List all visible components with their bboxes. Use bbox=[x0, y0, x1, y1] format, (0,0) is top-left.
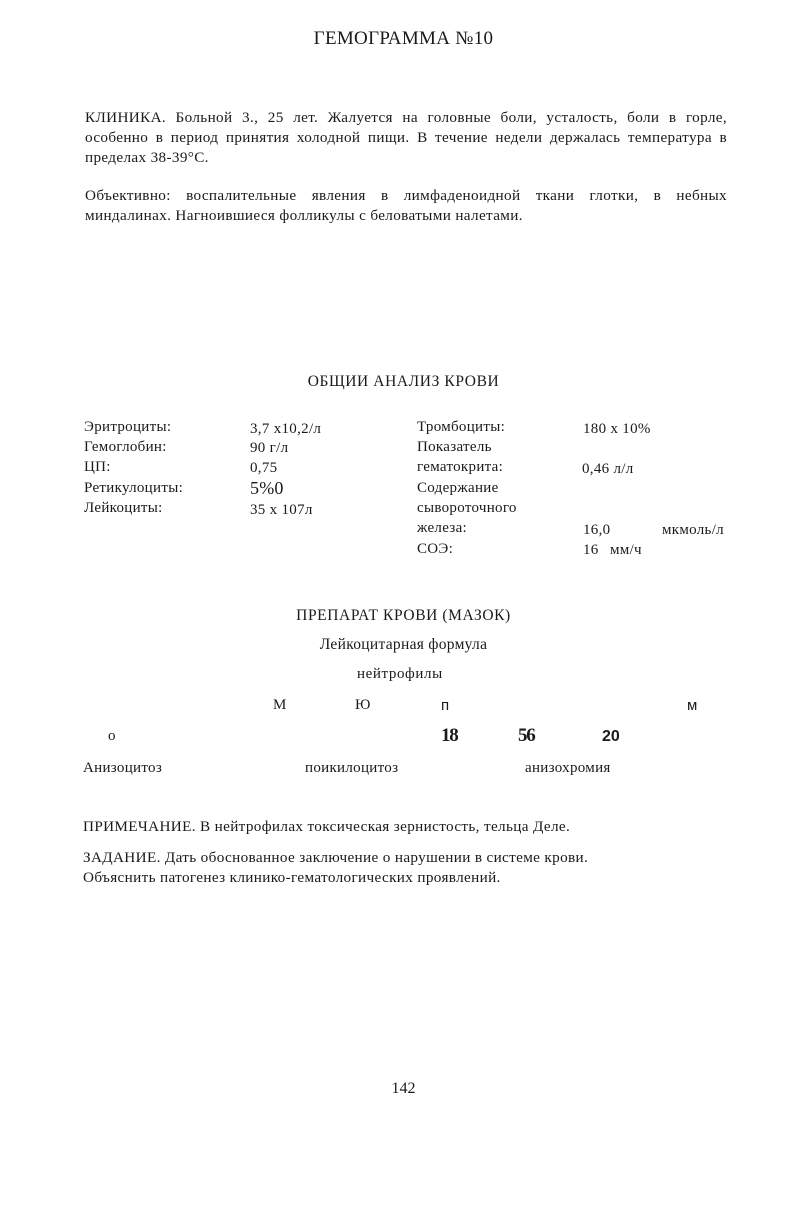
color-index-value: 0,75 bbox=[250, 460, 278, 476]
leukocyte-formula-title: Лейкоцитарная формула bbox=[319, 636, 488, 653]
note-text: ПРИМЕЧАНИЕ. В нейтрофилах токсическая зернистость, тельца Деле. bbox=[83, 818, 571, 835]
value-56: 56 bbox=[518, 725, 535, 746]
hemoglobin-value: 90 г/л bbox=[250, 440, 289, 456]
task-line-2: Объяснить патогенез клинико-гематологических проявлений. bbox=[83, 869, 501, 886]
reticulocytes-value: 5%0 bbox=[250, 478, 284, 498]
reticulocytes-label: Ретикулоциты: bbox=[84, 480, 184, 496]
esr-unit: мм/ч bbox=[610, 542, 642, 558]
iron-label-1: Содержание bbox=[417, 480, 499, 496]
leukocytes-label: Лейкоциты: bbox=[84, 500, 163, 516]
color-index-label: ЦП: bbox=[84, 459, 111, 475]
erythrocytes-value: 3,7 х10,2/л bbox=[250, 421, 322, 437]
value-18: 18 bbox=[441, 725, 458, 746]
hematocrit-label-2: гематокрита: bbox=[417, 459, 504, 475]
poikilocytosis-label: поикилоцитоз bbox=[305, 760, 399, 776]
anisocytosis-label: Анизоцитоз bbox=[83, 760, 163, 776]
page-number: 142 bbox=[391, 1080, 416, 1097]
iron-label-2: сывороточного bbox=[417, 500, 517, 516]
esr-label: СОЭ: bbox=[417, 541, 454, 557]
value-20: 20 bbox=[602, 728, 620, 745]
task-line-1: ЗАДАНИЕ. Дать обоснованное заключение о нарушении в системе крови. bbox=[83, 849, 589, 866]
hemoglobin-label: Гемоглобин: bbox=[84, 439, 167, 455]
neutrophils-label: нейтрофилы bbox=[357, 666, 443, 682]
header-p: п bbox=[441, 697, 450, 714]
leukocytes-value: 35 х 107л bbox=[250, 502, 313, 518]
hematocrit-value: 0,46 л/л bbox=[582, 461, 634, 477]
erythrocytes-label: Эритроциты: bbox=[84, 419, 172, 435]
platelets-value: 180 х 10% bbox=[583, 421, 651, 437]
anisochromia-label: анизохромия bbox=[525, 760, 611, 776]
clinic-paragraph: КЛИНИКА. Больной 3., 25 лет. Жалуется на головные боли, усталость, боли в горле, особенно в период принятия холодной пищи. В течение недели держалась температура в пределах 38-39°С. bbox=[85, 109, 727, 166]
objective-paragraph: Объективно: воспалительные явления в лимфаденоидной ткани глотки, в небных миндалинах. Нагноившиеся фолликулы с беловатыми налетами. bbox=[85, 187, 727, 224]
hematocrit-label-1: Показатель bbox=[417, 439, 492, 455]
esr-value: 16 bbox=[583, 542, 599, 558]
platelets-label: Тромбоциты: bbox=[417, 419, 506, 435]
header-yu: Ю bbox=[355, 697, 371, 713]
value-o: о bbox=[108, 728, 116, 744]
iron-label-3: железа: bbox=[417, 520, 468, 536]
header-m: М bbox=[273, 697, 287, 713]
smear-title: ПРЕПАРАТ КРОВИ (МАЗОК) bbox=[296, 607, 511, 624]
iron-value: 16,0 bbox=[583, 522, 611, 538]
blood-analysis-title: ОБЩИИ АНАЛИЗ КРОВИ bbox=[307, 373, 500, 390]
page-title: ГЕМОГРАММА №10 bbox=[313, 28, 494, 49]
iron-unit: мкмоль/л bbox=[662, 522, 724, 538]
header-m-lower: м bbox=[687, 697, 698, 714]
